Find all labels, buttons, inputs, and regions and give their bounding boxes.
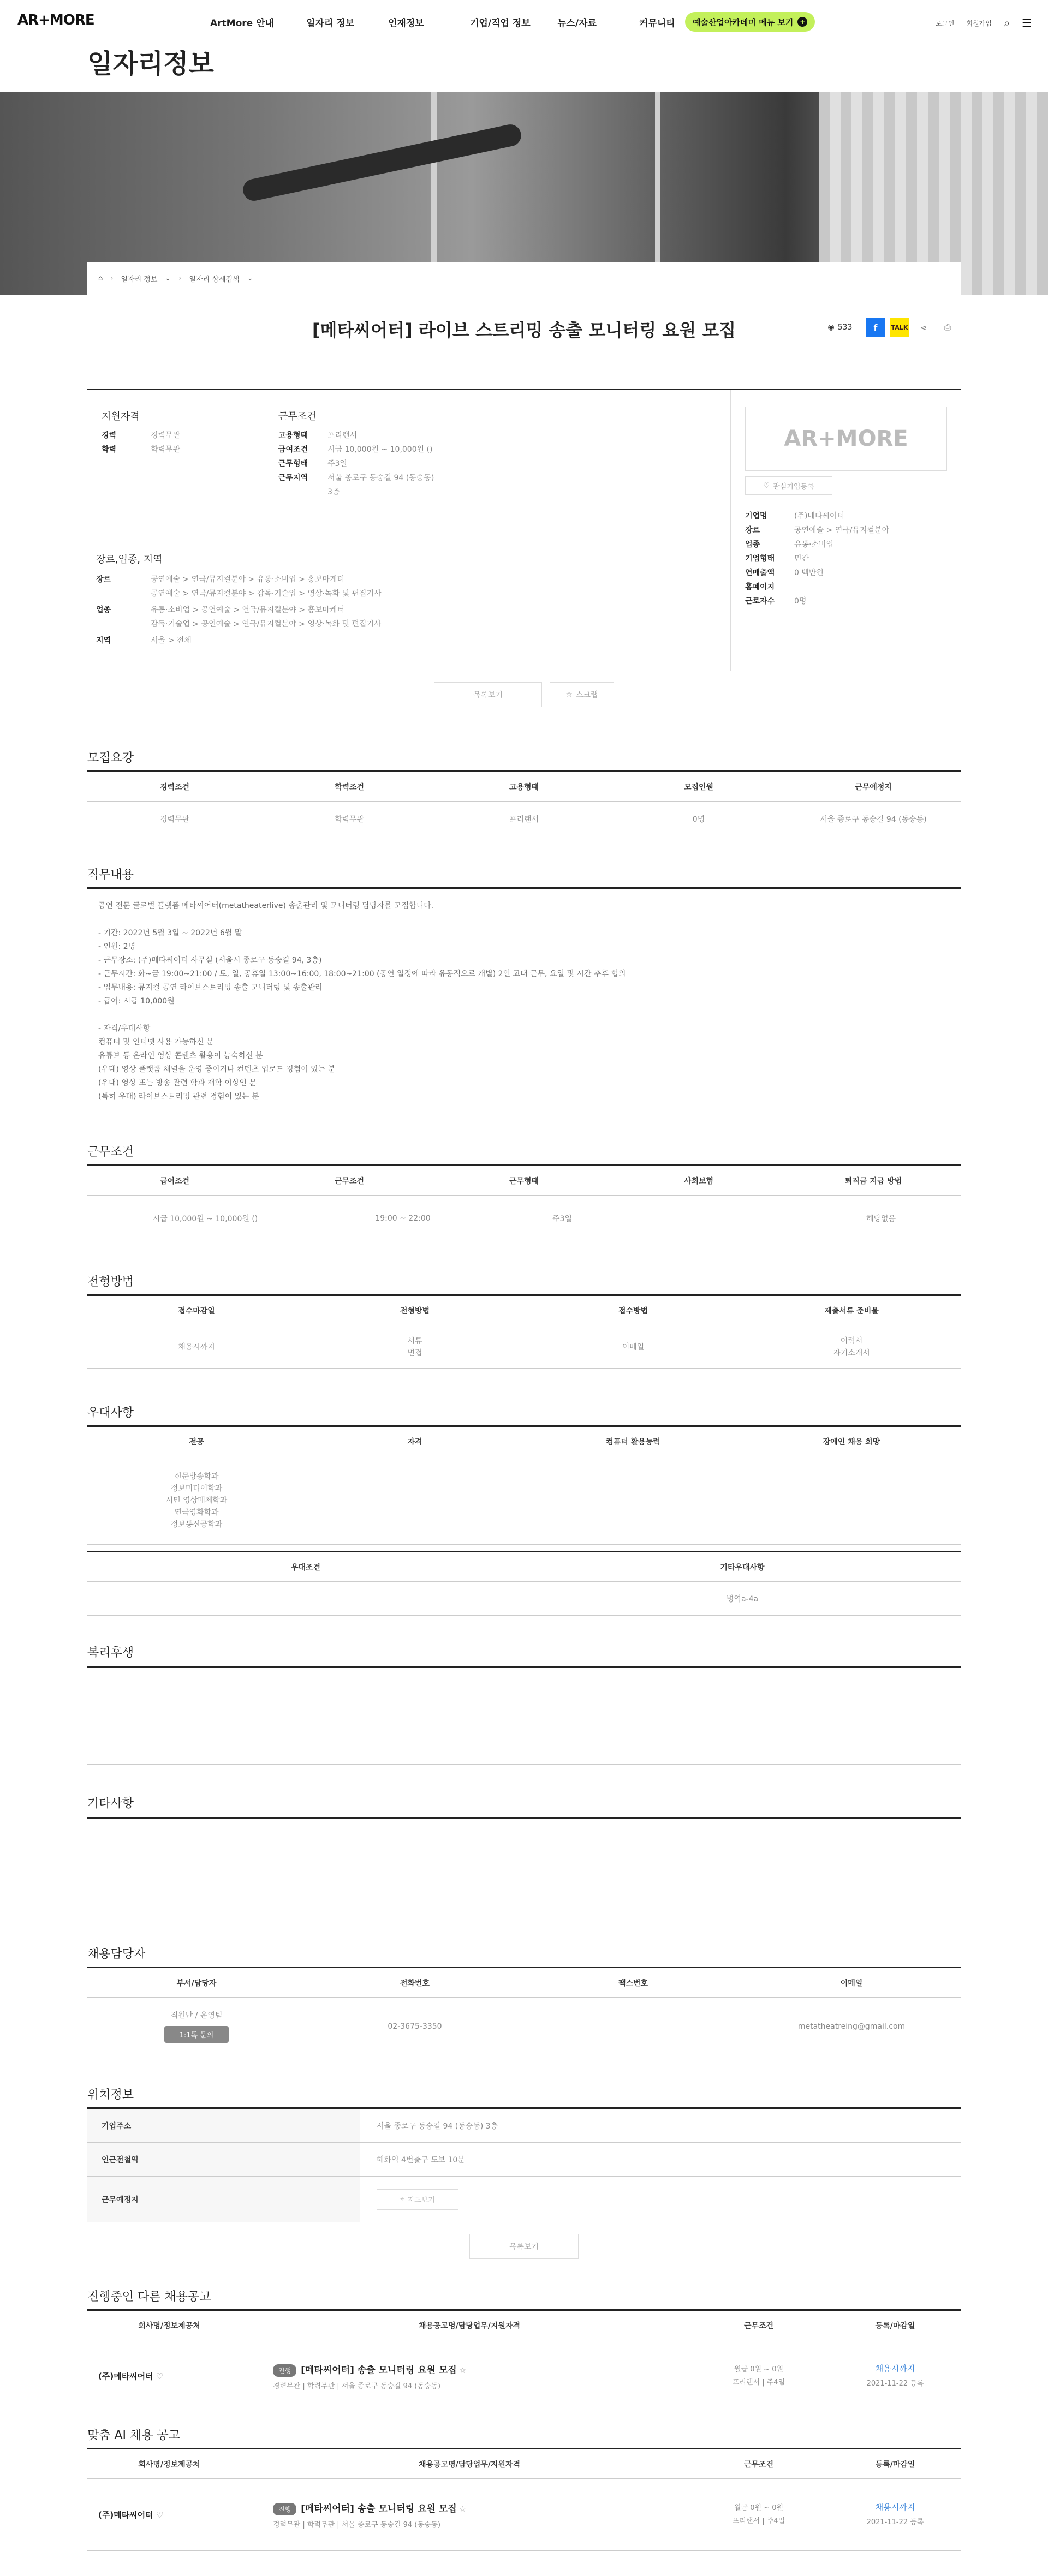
- work-value: 서울 종로구 동숭길 94 (동숭동): [327, 474, 434, 482]
- table-cell: 서류 면접: [407, 1336, 422, 1358]
- breadcrumb-item-search[interactable]: 일자리 상세검색: [189, 275, 240, 284]
- location-key: 기업주소: [87, 2109, 360, 2142]
- academy-menu-label: 예술산업아카데미 메뉴 보기: [693, 17, 794, 27]
- col-header: 자격: [407, 1437, 422, 1447]
- etc-title: 기타사항: [87, 1797, 134, 1810]
- status-badge: 진행: [273, 2503, 296, 2515]
- logo[interactable]: [17, 12, 94, 28]
- genre-value: 공연예술 > 연극/뮤지컬분야 > 유통·소비업 > 홍보마케터: [151, 575, 345, 584]
- company-info: [745, 509, 889, 608]
- table-cell: 시급 10,000원 ~ 10,000원 (): [152, 1214, 258, 1223]
- company-key: 기업형태: [745, 554, 775, 563]
- utility-nav: [936, 16, 1032, 29]
- company-value: 민간: [794, 554, 809, 563]
- col-header: 채용공고명/담당업무/지원자격: [418, 2321, 521, 2330]
- status-badge: 진행: [273, 2364, 296, 2377]
- contact-person: 직원난 / 운영팀: [170, 2011, 223, 2020]
- table-cell: 경력무관: [159, 815, 190, 824]
- job-salary: 월급 0원 ~ 0원: [734, 2503, 784, 2512]
- view-count-value: 533: [837, 323, 853, 332]
- duty-line: - 기간: 2022년 5월 3일 ~ 2022년 6월 말: [98, 929, 242, 937]
- col-header: 전형방법: [400, 1306, 430, 1316]
- eye-icon: ◉: [827, 323, 835, 332]
- star-icon: ☆: [565, 690, 573, 699]
- col-header: 회사명/정보제공처: [138, 2321, 200, 2330]
- academy-menu-button[interactable]: [685, 12, 815, 32]
- company-key: 장르: [745, 526, 760, 535]
- summary-actions: [434, 682, 614, 707]
- col-header: 등록/마감일: [875, 2321, 915, 2330]
- qualification-title: 지원자격: [102, 411, 140, 422]
- nav-community[interactable]: 커뮤니티: [639, 18, 675, 29]
- job-deadline: 채용시까지: [875, 2502, 915, 2512]
- page-title: 일자리정보: [87, 49, 214, 79]
- duty-line: - 근무장소: (주)메타씨어터 사무실 (서울시 종로구 동숭길 94, 3층): [98, 956, 322, 965]
- job-deadline: 채용시까지: [875, 2363, 915, 2374]
- work-value: 주3일: [327, 459, 347, 468]
- home-icon[interactable]: ⌂: [98, 274, 103, 283]
- company-value: 유통·소비업: [794, 540, 834, 549]
- logo-text[interactable]: AR+MORE: [17, 12, 94, 28]
- location-key: 인근전철역: [87, 2143, 360, 2176]
- col-header: 우대조건: [290, 1563, 321, 1572]
- col-header: 제출서류 준비물: [824, 1306, 879, 1316]
- genre-list: [96, 572, 382, 648]
- col-header: 모집인원: [683, 782, 714, 792]
- table-row: [87, 1998, 961, 2055]
- duty-line: [98, 913, 862, 927]
- nav-jobs[interactable]: 일자리 정보: [306, 18, 355, 29]
- table-cell: 채용시까지: [178, 1342, 215, 1352]
- job-type: 프리랜서 | 주4일: [732, 2517, 785, 2525]
- table-cell: 02-3675-3350: [388, 2022, 442, 2031]
- major-item: 시민 영상매체학과: [165, 1496, 228, 1505]
- work-condition-list: [278, 428, 434, 499]
- table-row: [87, 1325, 961, 1369]
- company-key: 근로자수: [745, 597, 775, 606]
- kakao-share-icon[interactable]: TALK: [890, 318, 909, 337]
- col-header: 근무조건: [743, 2321, 774, 2330]
- contact-table: [87, 1967, 961, 2055]
- table-cell: [87, 1471, 306, 1531]
- chevron-down-icon[interactable]: ⌄: [165, 274, 171, 283]
- col-header: 근무조건: [334, 1176, 365, 1186]
- company-logo-text: AR+MORE: [784, 426, 908, 451]
- duty-content: [98, 899, 862, 1104]
- qual-value: 경력무관: [151, 431, 181, 440]
- genre-value: 감독·기술업 > 공연예술 > 연극/뮤지컬분야 > 영상·녹화 및 편집기사: [151, 620, 382, 629]
- col-header: 컴퓨터 활용능력: [606, 1437, 660, 1447]
- job-title: [메타씨어터] 라이브 스트리밍 송출 모니터링 요원 모집: [312, 320, 736, 340]
- duty-line: (특히 우대) 라이브스트리밍 관련 경험이 있는 분: [98, 1092, 259, 1101]
- favorite-label: 관심기업등록: [773, 482, 814, 491]
- location-value: [360, 2189, 458, 2210]
- chevron-down-icon[interactable]: ⌄: [247, 274, 253, 283]
- genre-key: 지역: [96, 636, 111, 645]
- map-button[interactable]: [377, 2189, 458, 2210]
- preference-title: 우대사항: [87, 1406, 134, 1420]
- job-type: 프리랜서 | 주4일: [732, 2378, 785, 2387]
- table-cell: 해당없음: [866, 1214, 896, 1223]
- col-header: 접수방법: [618, 1306, 648, 1316]
- location-key: 근무예정지: [87, 2177, 360, 2222]
- main-nav: [210, 15, 694, 29]
- company-key: 홈페이지: [745, 583, 775, 591]
- duty-spacer: [98, 1008, 862, 1022]
- duty-line: - 인원: 2명: [98, 942, 136, 951]
- duty-line: 유튜브 등 온라인 영상 콘텐츠 활용이 능숙하신 분: [98, 1051, 263, 1060]
- work-key: 근무지역: [278, 474, 308, 482]
- job-meta: 경력무관 | 학력무관 | 서울 종로구 동숭길 94 (동숭동): [273, 2520, 441, 2529]
- major-item: 정보미디어학과: [170, 1484, 223, 1493]
- location-title: 위치정보: [87, 2088, 134, 2102]
- condition-table: [87, 1164, 961, 1241]
- welfare-box: [87, 1666, 961, 1765]
- col-header: 경력조건: [159, 782, 190, 792]
- col-header: 사회보험: [683, 1176, 714, 1186]
- list-button-label: 목록보기: [473, 691, 503, 700]
- major-item: 정보통신공학과: [170, 1520, 223, 1529]
- table-cell: 0명: [692, 815, 705, 824]
- star-icon[interactable]: ☆: [459, 2366, 466, 2375]
- star-icon[interactable]: ☆: [459, 2505, 466, 2514]
- table-row: [87, 1196, 961, 1241]
- preference-table-2: [87, 1551, 961, 1616]
- search-icon[interactable]: ⌕: [1003, 16, 1010, 29]
- major-item: 신문방송학과: [174, 1472, 219, 1481]
- welfare-title: 복리후생: [87, 1646, 134, 1660]
- list-button[interactable]: [434, 682, 542, 707]
- favorite-company-button[interactable]: [745, 476, 832, 495]
- qual-key: 경력: [102, 431, 117, 440]
- table-cell: metatheatreing@gmail.com: [797, 2022, 906, 2031]
- table-row: [87, 1456, 961, 1545]
- company-value: 0명: [794, 597, 807, 606]
- table-cell: 이력서 자기소개서: [833, 1336, 870, 1358]
- breadcrumb-item-jobs[interactable]: 일자리 정보: [121, 275, 158, 284]
- duty-line: - 근무시간: 화~금 19:00~21:00 / 토, 일, 공휴일 13:00~16:00, 18:00~21:00 (공연 일정에 따라 유동적으로 개별) 2인 교대 근무, 요일 및 시간 추후 협의: [98, 970, 626, 978]
- genre-key: [96, 617, 151, 631]
- col-header: 학력조건: [334, 782, 365, 792]
- genre-value: 공연예술 > 연극/뮤지컬분야 > 감독·기술업 > 영상·녹화 및 편집기사: [151, 589, 382, 598]
- company-value: 0 백만원: [794, 569, 824, 577]
- contact-title: 채용담당자: [87, 1947, 146, 1961]
- company-value: (주)메타씨어터: [794, 512, 845, 521]
- header: [0, 0, 1048, 44]
- col-header: 급여조건: [159, 1176, 190, 1186]
- company-logo: [745, 407, 947, 471]
- share-icon[interactable]: ⋖: [914, 318, 933, 337]
- duty-line: 컴퓨터 및 인터넷 사용 가능하신 분: [98, 1038, 214, 1047]
- col-header: 채용공고명/담당업무/지원자격: [418, 2460, 521, 2469]
- map-pin-icon: ⌖: [400, 2195, 404, 2203]
- job-company[interactable]: (주)메타씨어터: [98, 2510, 153, 2520]
- duty-line: - 업무내용: 뮤지컬 공연 라이브스트리밍 송출 모니터링 및 송출관리: [98, 983, 323, 992]
- nav-news[interactable]: 뉴스/자료: [557, 18, 597, 29]
- ai-jobs-title: 맞춤 AI 채용 공고: [87, 2429, 181, 2442]
- genre-key: 장르: [96, 575, 111, 584]
- facebook-share-icon[interactable]: f: [866, 318, 885, 337]
- col-header: 고용형태: [509, 782, 539, 792]
- duty-title: 직무내용: [87, 868, 134, 882]
- etc-box: [87, 1817, 961, 1915]
- duty-line: (우대) 영상 또는 방송 관련 학과 재학 이상인 분: [98, 1079, 257, 1087]
- view-count: [819, 318, 861, 337]
- table-cell: 프리랜서: [509, 815, 539, 824]
- duty-line: 공연 전문 글로벌 플랫폼 메타씨어터(metatheaterlive) 송출관리 및 모니터링 담당자를 모집합니다.: [98, 901, 434, 910]
- scrap-button[interactable]: [550, 682, 614, 707]
- duty-line: (우대) 영상 플랫폼 채널을 운영 중이거나 컨텐츠 업로드 경험이 있는 분: [98, 1065, 336, 1074]
- selection-title: 전형방법: [87, 1275, 134, 1289]
- work-key: [278, 485, 327, 499]
- condition-title: 근무조건: [87, 1145, 134, 1159]
- table-cell: 주3일: [552, 1214, 572, 1223]
- heart-icon: ♡: [763, 481, 770, 490]
- major-item: 연극영화학과: [174, 1508, 219, 1517]
- col-header: 퇴직금 지급 방법: [844, 1176, 902, 1186]
- breadcrumb-separator: ›: [178, 274, 182, 283]
- job-list-item[interactable]: [87, 2340, 961, 2412]
- job-meta: 경력무관 | 학력무관 | 서울 종로구 동숭길 94 (동숭동): [273, 2382, 441, 2390]
- banner-dancer: [241, 122, 523, 202]
- qual-value: 학력무관: [151, 445, 181, 454]
- col-header: 등록/마감일: [875, 2460, 915, 2469]
- col-header: 회사명/정보제공처: [138, 2460, 200, 2469]
- table-cell: [87, 2010, 306, 2043]
- qualification-list: [102, 428, 180, 457]
- other-jobs-title: 진행중인 다른 채용공고: [87, 2290, 211, 2304]
- table-cell: 서울 종로구 동숭길 94 (동숭동): [820, 815, 927, 824]
- company-value: 공연예술 > 연극/뮤지컬분야: [794, 526, 890, 535]
- duty-line: - 급여: 시급 10,000원: [98, 997, 175, 1006]
- work-key: 급여조건: [278, 445, 308, 454]
- col-header: 부서/담당자: [176, 1979, 217, 1988]
- job-link[interactable]: [메타씨어터] 송출 모니터링 요원 모집: [301, 2503, 457, 2514]
- col-header: 전화번호: [400, 1979, 430, 1988]
- company-key: 업종: [745, 540, 760, 549]
- work-value: 프리랜서: [327, 431, 358, 440]
- chat-inquiry-button[interactable]: 1:1톡 문의: [164, 2026, 229, 2043]
- work-condition-title: 근무조건: [278, 411, 317, 422]
- col-header: 기타우대사항: [720, 1563, 765, 1572]
- work-key: 근무형태: [278, 459, 308, 468]
- ai-jobs-table: [87, 2448, 961, 2551]
- table-row: [87, 802, 961, 836]
- col-header: 접수마감일: [178, 1306, 215, 1316]
- nav-artmore[interactable]: ArtMore 안내: [210, 18, 274, 29]
- recruit-title: 모집요강: [87, 751, 134, 765]
- scrap-button-label: 스크랩: [575, 691, 598, 700]
- job-list-item[interactable]: [87, 2479, 961, 2551]
- location-value: 서울 종로구 동숭길 94 (동숭동) 3층: [377, 2121, 498, 2131]
- col-header: 근무형태: [509, 1176, 539, 1186]
- table-cell: 병역a-4a: [726, 1594, 759, 1604]
- company-key: 연매출액: [745, 569, 775, 577]
- work-value: 3층: [327, 488, 340, 497]
- table-row: [87, 1582, 961, 1616]
- work-key: 고용형태: [278, 431, 308, 440]
- col-header: 팩스번호: [618, 1979, 648, 1988]
- list-button-bottom[interactable]: 목록보기: [469, 2234, 579, 2259]
- table-cell: 19:00 ~ 22:00: [375, 1214, 431, 1223]
- print-icon[interactable]: ⎙: [938, 318, 957, 337]
- other-jobs-table: [87, 2309, 961, 2412]
- job-summary: [87, 389, 961, 671]
- qual-key: 학력: [102, 445, 117, 454]
- col-header: 근무예정지: [855, 782, 892, 792]
- job-link[interactable]: [메타씨어터] 송출 모니터링 요원 모집: [301, 2364, 457, 2376]
- recruit-table: [87, 770, 961, 836]
- duty-line: - 자격/우대사항: [98, 1024, 151, 1033]
- genre-value: 유통·소비업 > 공연예술 > 연극/뮤지컬분야 > 홍보마케터: [151, 606, 345, 614]
- col-header: 장애인 채용 희망: [823, 1437, 880, 1447]
- genre-title: 장르,업종, 지역: [96, 554, 163, 565]
- work-value: 시급 10,000원 ~ 10,000원 (): [327, 445, 433, 454]
- nav-talent[interactable]: 인재정보: [388, 18, 424, 29]
- location-table: [87, 2107, 961, 2222]
- summary-divider: [730, 390, 731, 671]
- table-cell: 이메일: [622, 1342, 645, 1352]
- breadcrumb-separator: ›: [110, 274, 114, 283]
- share-bar: [819, 318, 957, 337]
- location-value: 혜화역 4번출구 도보 10분: [377, 2155, 465, 2165]
- selection-table: [87, 1294, 961, 1369]
- genre-key: 업종: [96, 606, 111, 614]
- breadcrumb: [87, 262, 961, 295]
- col-header: 전공: [189, 1437, 204, 1447]
- menu-icon[interactable]: ☰: [1022, 16, 1032, 29]
- login-link[interactable]: 로그인: [935, 19, 955, 27]
- genre-key: [96, 587, 151, 601]
- job-company[interactable]: (주)메타씨어터: [98, 2371, 153, 2381]
- job-registered: 2021-11-22 등록: [866, 2518, 924, 2526]
- nav-company[interactable]: 기업/직업 정보: [470, 18, 531, 29]
- company-key: 기업명: [745, 512, 767, 521]
- preference-table: [87, 1425, 961, 1545]
- col-header: 근무조건: [743, 2460, 774, 2469]
- genre-value: 서울 > 전체: [151, 636, 192, 645]
- job-salary: 월급 0원 ~ 0원: [734, 2365, 784, 2374]
- join-link[interactable]: 회원가입: [966, 19, 992, 27]
- plus-icon: +: [797, 17, 807, 27]
- table-cell: 학력무관: [334, 815, 365, 824]
- heart-icon[interactable]: ♡: [156, 2510, 164, 2520]
- heart-icon[interactable]: ♡: [156, 2371, 164, 2381]
- col-header: 이메일: [840, 1979, 863, 1988]
- map-button-label: 지도보기: [407, 2196, 435, 2204]
- job-registered: 2021-11-22 등록: [866, 2379, 924, 2388]
